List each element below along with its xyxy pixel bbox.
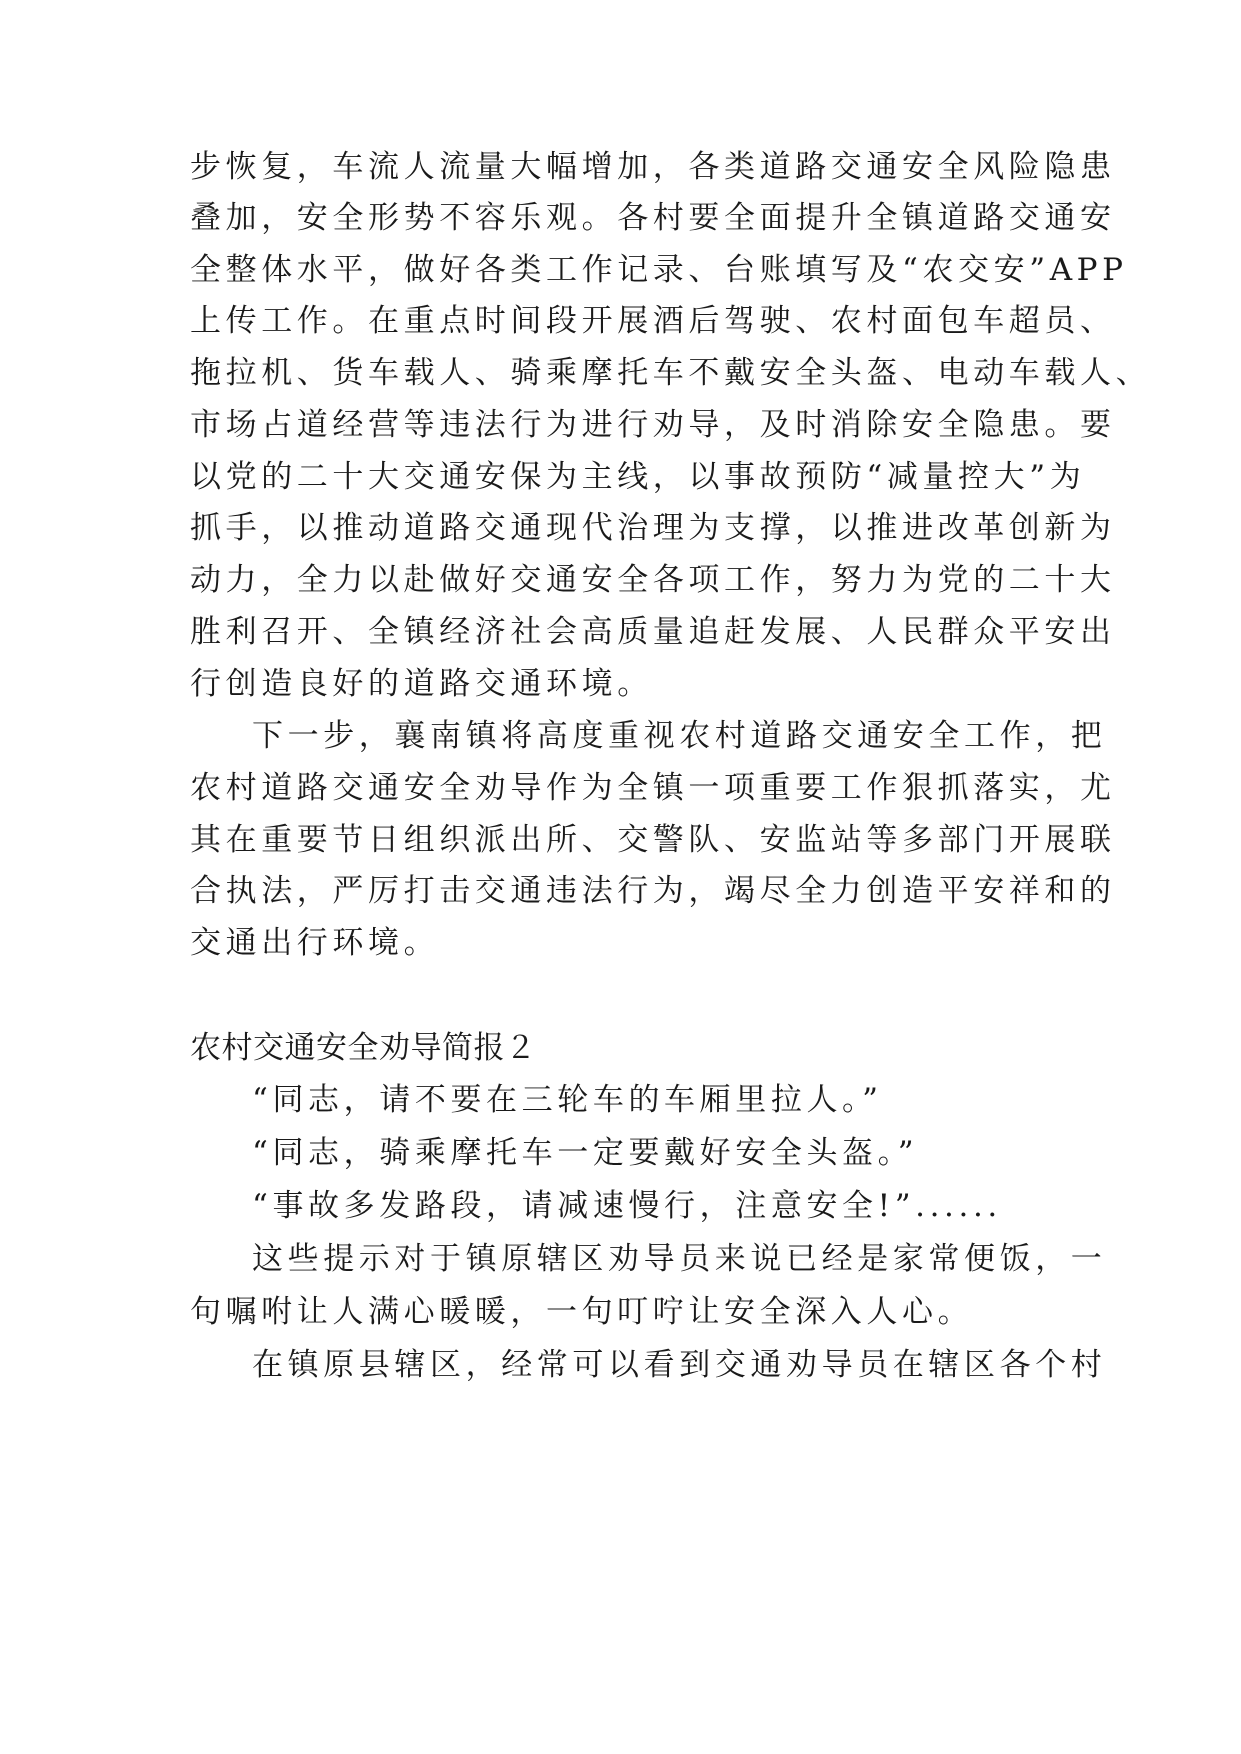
- paragraph-line: 市场占道经营等违法行为进行劝导，及时消除安全隐患。要: [190, 407, 1116, 443]
- paragraph-line: 叠加，安全形势不容乐观。各村要全面提升全镇道路交通安: [190, 200, 1116, 236]
- section-title: 农村交通安全劝导简报２: [190, 1030, 537, 1066]
- paragraph-line: 拖拉机、货车载人、骑乘摩托车不戴安全头盔、电动车载人、: [190, 355, 1152, 391]
- paragraph-line: 以党的二十大交通安保为主线，以事故预防“减量控大”为: [190, 459, 1086, 495]
- quote-line: “事故多发路段，请减速慢行，注意安全!”......: [252, 1188, 1002, 1224]
- paragraph-line: 步恢复，车流人流量大幅增加，各类道路交通安全风险隐患: [190, 149, 1116, 185]
- paragraph-line: 交通出行环境。: [190, 925, 440, 961]
- paragraph-line: 胜利召开、全镇经济社会高质量追赶发展、人民群众平安出: [190, 614, 1116, 650]
- paragraph-line: 其在重要节日组织派出所、交警队、安监站等多部门开展联: [190, 822, 1116, 858]
- paragraph-line: 动力，全力以赴做好交通安全各项工作，努力为党的二十大: [190, 562, 1116, 598]
- paragraph-line: 合执法，严厉打击交通违法行为，竭尽全力创造平安祥和的: [190, 873, 1116, 909]
- paragraph-line: 抓手，以推动道路交通现代治理为支撑，以推进改革创新为: [190, 510, 1116, 546]
- paragraph-line: 上传工作。在重点时间段开展酒后驾驶、农村面包车超员、: [190, 303, 1116, 339]
- paragraph-line: 农村道路交通安全劝导作为全镇一项重要工作狠抓落实，尤: [190, 770, 1116, 806]
- paragraph-line: 这些提示对于镇原辖区劝导员来说已经是家常便饭，一: [252, 1241, 1107, 1277]
- paragraph-line: 句嘱咐让人满心暖暖，一句叮咛让安全深入人心。: [190, 1294, 974, 1330]
- paragraph-line: 全整体水平，做好各类工作记录、台账填写及“农交安”APP: [190, 252, 1128, 288]
- quote-line: “同志，请不要在三轮车的车厢里拉人。”: [252, 1082, 883, 1118]
- paragraph-line: 在镇原县辖区，经常可以看到交通劝导员在辖区各个村: [252, 1347, 1107, 1383]
- paragraph-line: 下一步，襄南镇将高度重视农村道路交通安全工作，把: [252, 718, 1107, 754]
- paragraph-line: 行创造良好的道路交通环境。: [190, 666, 653, 702]
- quote-line: “同志，骑乘摩托车一定要戴好安全头盔。”: [252, 1135, 919, 1171]
